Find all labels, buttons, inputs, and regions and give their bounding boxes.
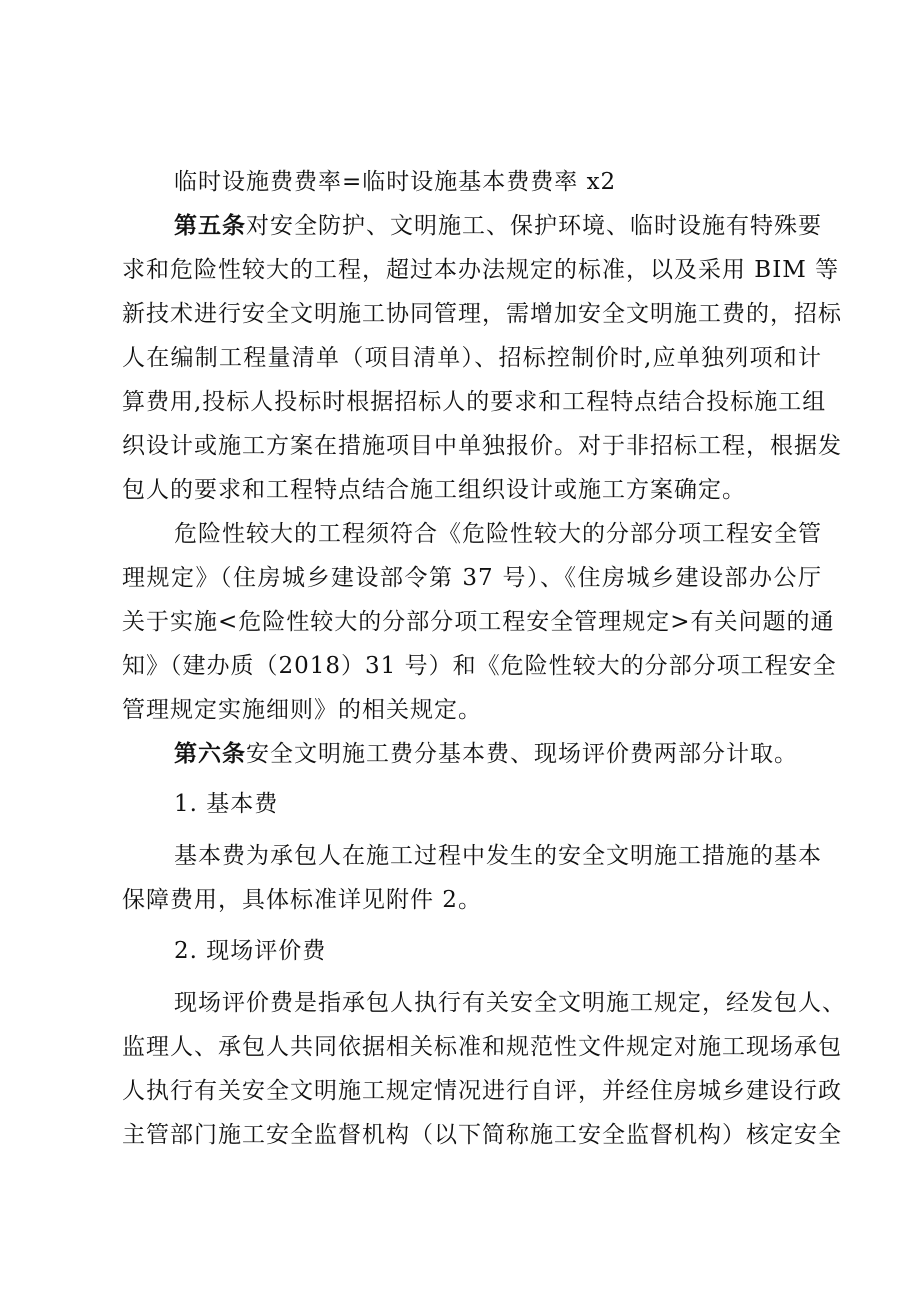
article6-line <box>174 738 822 770</box>
item2-line: 现场评价费是指承包人执行有关安全文明施工规定，经发包人、 <box>174 990 846 1016</box>
article5-first-line <box>174 210 822 242</box>
dangerous-paragraph-line: 管理规定实施细则》的相关规定。 <box>122 697 482 723</box>
article6-heading: 第六条 <box>174 740 246 767</box>
item1-line: 基本费为承包人在施工过程中发生的安全文明施工措施的基本 <box>174 843 822 869</box>
dangerous-paragraph-line: 关于实施<危险性较大的分部分项工程安全管理规定>有关问题的通 <box>122 609 835 635</box>
article5-line: 新技术进行安全文明施工协同管理，需增加安全文明施工费的，招标 <box>122 301 842 327</box>
item1-line: 保障费用，具体标准详见附件 2。 <box>122 887 482 913</box>
article5-line: 算费用,投标人投标时根据招标人的要求和工程特点结合投标施工组 <box>122 389 827 415</box>
article5-heading: 第五条 <box>174 212 246 239</box>
article5-line: 对安全防护、文明施工、保护环境、临时设施有特殊要 <box>246 213 822 239</box>
article6-text: 安全文明施工费分基本费、现场评价费两部分计取。 <box>246 741 798 767</box>
dangerous-paragraph-line: 理规定》（住房城乡建设部令第 37 号）、《住房城乡建设部办公厅 <box>122 565 822 591</box>
formula-line: 临时设施费费率=临时设施基本费费率 x2 <box>174 169 617 195</box>
item2-line: 人执行有关安全文明施工规定情况进行自评，并经住房城乡建设行政 <box>122 1078 842 1104</box>
item1-title: 1. 基本费 <box>174 791 279 817</box>
article5-line: 织设计或施工方案在措施项目中单独报价。对于非招标工程，根据发 <box>122 433 842 459</box>
item2-line: 监理人、承包人共同依据相关标准和规范性文件规定对施工现场承包 <box>122 1034 842 1060</box>
item2-line: 主管部门施工安全监督机构（以下简称施工安全监督机构）核定安全 <box>122 1122 842 1148</box>
article5-line: 求和危险性较大的工程，超过本办法规定的标准，以及采用 BIM 等 <box>122 257 840 283</box>
dangerous-paragraph-line: 知》（建办质（2018）31 号）和《危险性较大的分部分项工程安全 <box>122 653 837 679</box>
item2-title: 2. 现场评价费 <box>174 938 327 964</box>
article5-line: 包人的要求和工程特点结合施工组织设计或施工方案确定。 <box>122 477 746 503</box>
article5-line: 人在编制工程量清单（项目清单）、招标控制价时,应单独列项和计 <box>122 345 822 371</box>
dangerous-paragraph-line: 危险性较大的工程须符合《危险性较大的分部分项工程安全管 <box>174 521 822 547</box>
